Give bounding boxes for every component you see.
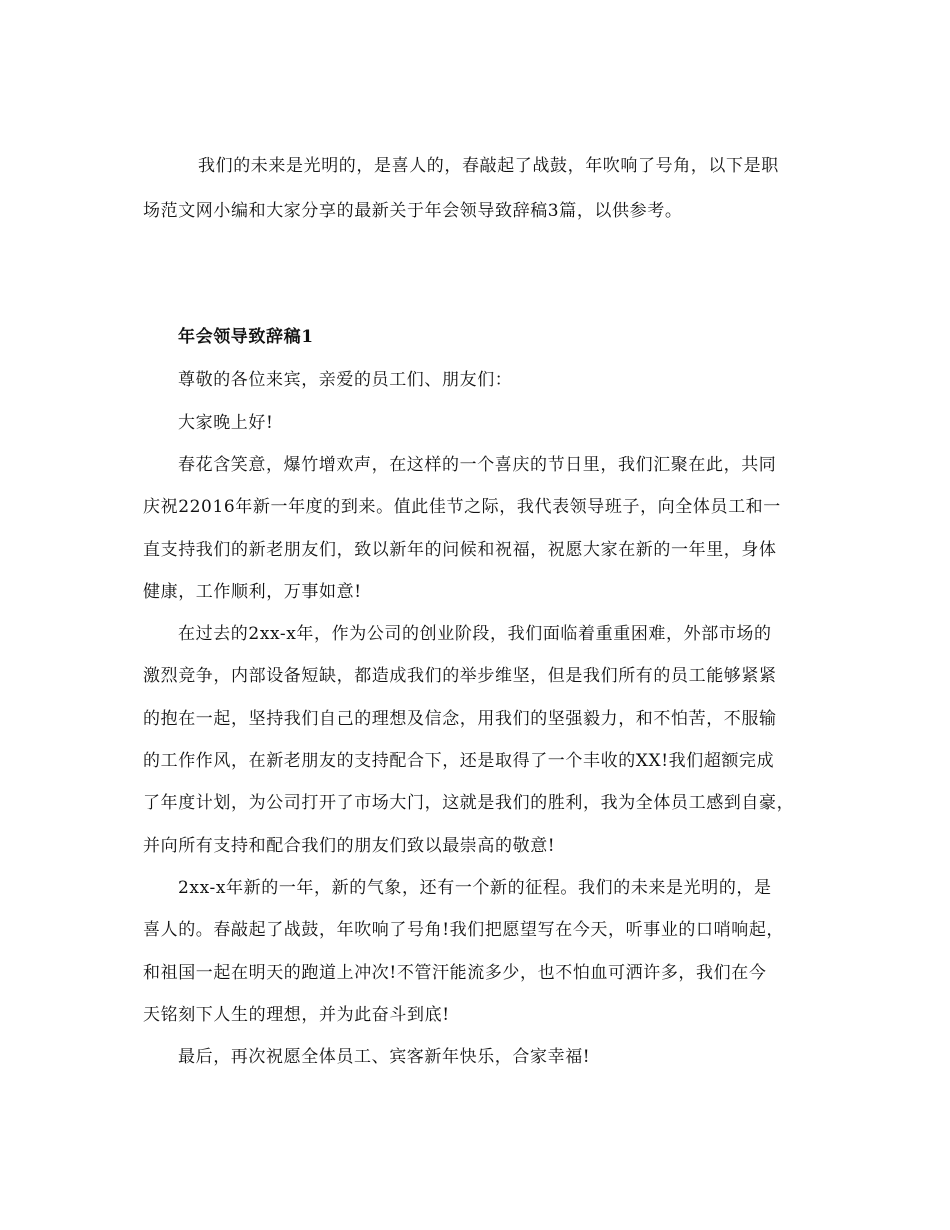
paragraph3-line-3: 和祖国一起在明天的跑道上冲次!不管汗能流多少，也不怕血可洒许多，我们在今 <box>143 963 767 983</box>
salutation: 大家晚上好! <box>178 413 274 433</box>
paragraph1-line-4: 健康，工作顺利，万事如意! <box>143 582 362 602</box>
paragraph1-line-2: 庆祝22016年新一年度的到来。值此佳节之际，我代表领导班子，向全体员工和一 <box>143 497 781 517</box>
paragraph2-line-4: 的工作作风，在新老朋友的支持配合下，还是取得了一个丰收的XX!我们超额完成 <box>143 751 775 771</box>
paragraph1-line-3: 直支持我们的新老朋友们，致以新年的问候和祝福，祝愿大家在新的一年里，身体 <box>143 540 777 560</box>
greeting: 尊敬的各位来宾，亲爱的员工们、朋友们： <box>178 370 513 390</box>
paragraph2-line-1: 在过去的2xx-x年，作为公司的创业阶段，我们面临着重重困难，外部市场的 <box>178 624 772 644</box>
paragraph1-line-1: 春花含笑意，爆竹增欢声，在这样的一个喜庆的节日里，我们汇聚在此，共同 <box>178 455 777 475</box>
paragraph2-line-3: 的抱在一起，坚持我们自己的理想及信念，用我们的坚强毅力，和不怕苦，不服输 <box>143 709 777 729</box>
closing-line: 最后，再次祝愿全体员工、宾客新年快乐，合家幸福! <box>178 1047 591 1067</box>
paragraph2-line-2: 激烈竞争，内部设备短缺，都造成我们的举步维坚，但是我们所有的员工能够紧紧 <box>143 666 777 686</box>
paragraph3-line-4: 天铭刻下人生的理想，并为此奋斗到底! <box>143 1005 450 1025</box>
paragraph2-line-6: 并向所有支持和配合我们的朋友们致以最崇高的敬意! <box>143 836 556 856</box>
paragraph3-line-2: 喜人的。春敲起了战鼓，年吹响了号角!我们把愿望写在今天，听事业的口哨响起， <box>143 920 785 940</box>
paragraph3-line-1: 2xx-x年新的一年，新的气象，还有一个新的征程。我们的未来是光明的，是 <box>178 878 772 898</box>
section-title: 年会领导致辞稿1 <box>178 327 314 347</box>
intro-line-1: 我们的未来是光明的，是喜人的，春敲起了战鼓，年吹响了号角，以下是职 <box>198 156 779 176</box>
paragraph2-line-5: 了年度计划，为公司打开了市场大门，这就是我们的胜利，我为全体员工感到自豪， <box>143 793 795 813</box>
intro-line-2: 场范文网小编和大家分享的最新关于年会领导致辞稿3篇，以供参考。 <box>143 201 683 221</box>
